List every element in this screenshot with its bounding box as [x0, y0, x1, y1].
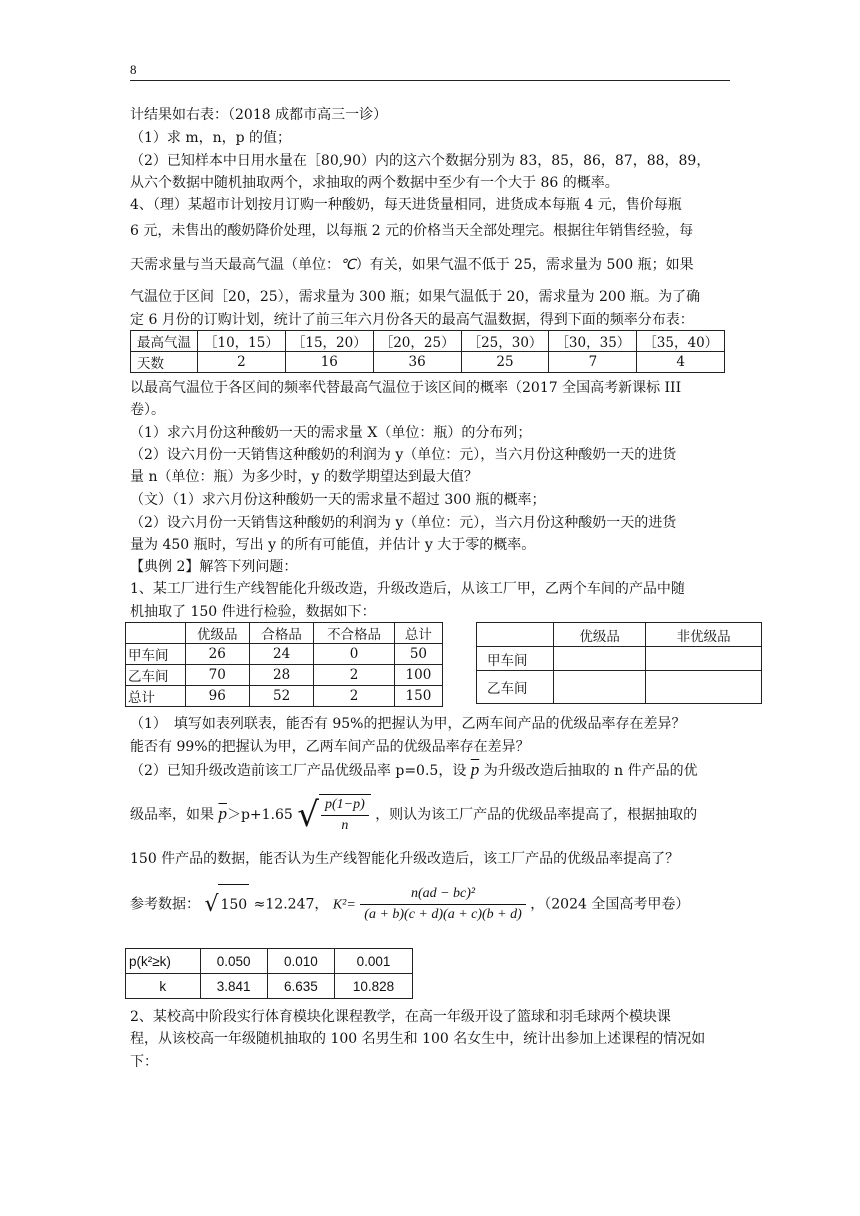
table-cell: 70	[185, 665, 249, 686]
table-cell: 乙车间	[126, 665, 186, 686]
fraction-numerator: p(1−p)	[321, 795, 369, 816]
table-row	[126, 686, 443, 707]
radicand: 150	[218, 884, 249, 925]
table-row	[126, 665, 443, 686]
table-cell: 150	[394, 686, 442, 707]
text-line: 量 n（单位：瓶）为多少时，y 的数学期望达到最大值？	[130, 469, 478, 485]
table-cell: ［35，40）	[637, 331, 725, 352]
table-row	[477, 623, 762, 647]
text-line: 1、某工厂进行生产线智能化升级改造，升级改造后，从该工厂甲，乙两个车间的产品中随	[130, 581, 685, 597]
table-cell: 7	[549, 352, 637, 373]
text-line	[130, 256, 694, 275]
table-cell: 0.050	[200, 949, 267, 974]
table-cell: 0.001	[334, 949, 412, 974]
text-span: ≈12.247，	[253, 896, 329, 913]
text-line: 量为 450 瓶时，写出 y 的所有可能值，并估计 y 大于零的概率。	[130, 537, 536, 553]
table-cell: 2	[198, 352, 286, 373]
table-cell: 100	[394, 665, 442, 686]
text-line: 机抽取了 150 件进行检验，数据如下：	[130, 604, 376, 620]
fraction	[319, 794, 371, 836]
text-line: 气温位于区间［20，25），需求量为 300 瓶；如果气温低于 20，需求量为 200 瓶。为了确	[130, 289, 701, 305]
text-span: ，则认为该工厂产品的优级品率提高了，根据抽取的	[375, 807, 698, 823]
text-line: 计结果如右表：（2018 成都市高三一诊）	[130, 107, 388, 123]
table-cell: 甲车间	[477, 647, 554, 671]
table-cell: 25	[461, 352, 549, 373]
table-cell: 16	[285, 352, 373, 373]
text-span: 级品率，如果	[130, 807, 214, 823]
celsius-symbol: ℃	[340, 258, 356, 273]
text-span: 为升级改造后抽取的 n 件产品的优	[483, 763, 698, 779]
table-cell: 50	[394, 644, 442, 665]
table-row	[126, 623, 443, 644]
table-cell: 总计	[126, 686, 186, 707]
table-row	[131, 331, 725, 352]
p-bar-symbol: $\overline{p}$	[218, 804, 227, 823]
sqrt-formula	[297, 794, 370, 836]
table-cell: 2	[314, 665, 395, 686]
text-line: （2）设六月份一天销售这种酸奶的利润为 y（单位：元），当六月份这种酸奶一天的进货	[130, 447, 677, 463]
workshop-data-table	[125, 622, 443, 707]
table-cell: 10.828	[334, 974, 412, 999]
text-line: 150 件产品的数据，能否认为生产线智能化升级改造后，该工厂产品的优级品率提高了？	[130, 851, 680, 867]
table-cell	[554, 647, 646, 671]
fraction-denominator: (a + b)(c + d)(a + c)(b + d)	[364, 907, 522, 922]
text-span: 参考数据：	[130, 896, 200, 913]
radical-sign: √	[204, 891, 219, 917]
table-cell: 总计	[394, 623, 442, 644]
table-cell	[126, 623, 186, 644]
table-row	[477, 647, 762, 671]
table-cell: ［10，15）	[198, 331, 286, 352]
table-cell: 非优级品	[646, 623, 762, 647]
text-line: （1） 填写如表列联表，能否有 95%的把握认为甲，乙两车间产品的优级品率存在差异？	[130, 716, 686, 732]
table-cell: 4	[637, 352, 725, 373]
contingency-table	[476, 622, 762, 704]
table-cell: ［30，35）	[549, 331, 637, 352]
text-line: 以最高气温位于各区间的频率代替最高气温位于该区间的概率（2017 全国高考新课标 III	[130, 380, 682, 396]
sqrt-150	[204, 884, 249, 925]
p-bar-symbol: $\overline{p}$	[470, 760, 480, 779]
table-row	[126, 974, 413, 999]
k2-lhs: K²=	[332, 897, 356, 913]
table-cell: 甲车间	[126, 644, 186, 665]
critical-value-table	[125, 948, 413, 999]
text-span: 天需求量与当天最高气温（单位：	[130, 257, 340, 273]
table-cell: 52	[249, 686, 313, 707]
text-line: 卷）。	[130, 402, 165, 418]
table-cell: ［25，30）	[461, 331, 549, 352]
text-line: 2、某校高中阶段实行体育模块化课程教学，在高一年级开设了篮球和羽毛球两个模块课	[130, 1009, 671, 1025]
table-cell: 28	[249, 665, 313, 686]
temperature-frequency-table	[130, 330, 725, 373]
table-cell: 优级品	[185, 623, 249, 644]
table-row	[126, 644, 443, 665]
table-cell: 乙车间	[477, 671, 554, 704]
table-cell: 36	[373, 352, 461, 373]
table-cell	[646, 647, 762, 671]
text-line: 定 6 月份的订购计划，统计了前三年六月份各天的最高气温数据，得到下面的频率分布表：	[130, 312, 694, 328]
table-cell	[477, 623, 554, 647]
table-cell: 合格品	[249, 623, 313, 644]
text-line: （1）求 m，n，p 的值；	[130, 130, 292, 146]
text-line: 能否有 99%的把握认为甲，乙两车间产品的优级品率存在差异？	[130, 739, 530, 755]
header-rule	[130, 80, 730, 81]
table-cell: p(k²≥k)	[126, 949, 201, 974]
table-cell: 24	[249, 644, 313, 665]
table-cell	[554, 671, 646, 704]
text-line: （1）求六月份这种酸奶一天的需求量 X（单位：瓶）的分布列；	[130, 425, 532, 441]
text-line: 6 元，未售出的酸奶降价处理，以每瓶 2 元的价格当天全部处理完。根据往年销售经验，每	[130, 223, 694, 239]
table-cell: 96	[185, 686, 249, 707]
text-line: 【典例 2】解答下列问题：	[130, 559, 298, 575]
radical-sign: √	[297, 795, 319, 835]
table-cell: 0.010	[267, 949, 334, 974]
page-number: 8	[130, 62, 137, 77]
text-span: ，（2024 全国高考甲卷）	[530, 896, 690, 913]
text-span: （2）已知升级改造前该工厂产品优级品率 p=0.5，设	[130, 763, 467, 779]
table-cell: 6.635	[267, 974, 334, 999]
table-cell: 3.841	[200, 974, 267, 999]
table-cell: ［20，25）	[373, 331, 461, 352]
table-cell	[646, 671, 762, 704]
table-row	[126, 949, 413, 974]
text-line	[130, 884, 689, 926]
table-cell: k	[126, 974, 201, 999]
table-cell: 2	[314, 686, 395, 707]
table-cell: 不合格品	[314, 623, 395, 644]
text-line: （文）（1）求六月份这种酸奶一天的需求量不超过 300 瓶的概率；	[130, 492, 546, 508]
k2-formula	[360, 884, 526, 925]
text-span: ＞p+1.65	[226, 807, 293, 823]
text-line: 4、（理）某超市计划按月订购一种酸奶，每天进货量相同，进货成本每瓶 4 元，售价每瓶	[130, 197, 682, 213]
table-cell: 最高气温	[131, 331, 198, 352]
table-cell: 天数	[131, 352, 198, 373]
text-line: （2）已知样本中日用水量在［80,90）内的这六个数据分别为 83，85，86，87，88，89，	[130, 153, 711, 169]
table-cell: 优级品	[554, 623, 646, 647]
text-line: （2）设六月份一天销售这种酸奶的利润为 y（单位：元），当六月份这种酸奶一天的进货	[130, 515, 677, 531]
table-row	[131, 352, 725, 373]
fraction-denominator: n	[341, 818, 349, 833]
table-cell: ［15，20）	[285, 331, 373, 352]
text-span: ）有关，如果气温不低于 25，需求量为 500 瓶；如果	[355, 257, 694, 273]
text-line: 从六个数据中随机抽取两个，求抽取的两个数据中至少有一个大于 86 的概率。	[130, 175, 619, 191]
text-line	[130, 794, 697, 836]
text-line: 程，从该校高一年级随机抽取的 100 名男生和 100 名女生中，统计出参加上述课程的情况如	[130, 1031, 706, 1047]
table-cell: 26	[185, 644, 249, 665]
table-row	[477, 671, 762, 704]
text-line	[130, 761, 698, 780]
text-line: 下：	[130, 1054, 158, 1070]
fraction-numerator: n(ad − bc)²	[360, 884, 526, 905]
table-cell: 0	[314, 644, 395, 665]
